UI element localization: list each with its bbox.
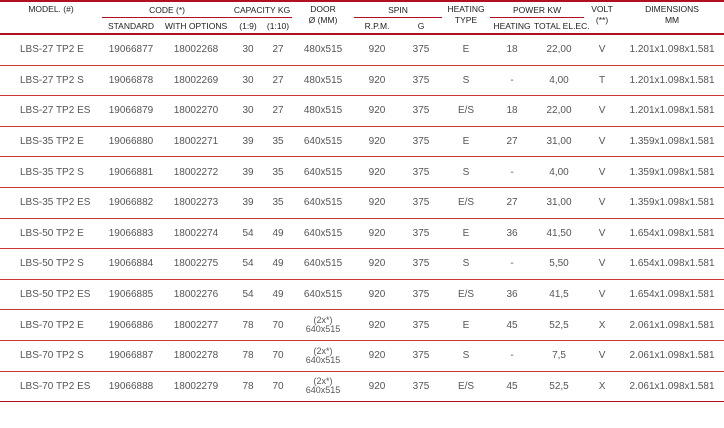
options-code-cell: 18002278 (160, 340, 232, 371)
model-cell: LBS-35 TP2 S (0, 157, 102, 188)
header-row-groups (0, 1, 724, 18)
capacity-110-cell: 35 (264, 157, 292, 188)
rpm-cell: 920 (354, 187, 400, 218)
volt-cell: T (584, 65, 620, 96)
power-total-cell: 41,50 (534, 218, 584, 249)
model-cell: LBS-50 TP2 E (0, 218, 102, 249)
capacity-110-cell: 49 (264, 279, 292, 310)
rpm-cell: 920 (354, 218, 400, 249)
power-total-cell: 4,00 (534, 157, 584, 188)
table-row (0, 65, 724, 96)
header-volt: VOLT (**) (584, 1, 620, 34)
header-cap-110: (1:10) (264, 18, 292, 35)
options-code-cell: 18002276 (160, 279, 232, 310)
volt-cell: V (584, 34, 620, 65)
standard-code-cell: 19066880 (102, 126, 160, 157)
power-heating-cell: 27 (490, 187, 534, 218)
capacity-110-cell: 70 (264, 371, 292, 402)
model-cell: LBS-50 TP2 S (0, 249, 102, 280)
volt-cell: X (584, 371, 620, 402)
volt-cell: V (584, 218, 620, 249)
heating-type-cell: E (442, 218, 490, 249)
capacity-19-cell: 78 (232, 340, 264, 371)
g-cell: 375 (400, 96, 442, 127)
header-door: DOOR Ø (MM) (292, 1, 354, 34)
dimensions-cell: 1.201x1.098x1.581 (620, 34, 724, 65)
g-cell: 375 (400, 187, 442, 218)
header-dimensions: DIMENSIONS MM (620, 1, 724, 34)
capacity-19-cell: 39 (232, 126, 264, 157)
dimensions-cell: 1.654x1.098x1.581 (620, 249, 724, 280)
volt-cell: V (584, 96, 620, 127)
dimensions-cell: 1.359x1.098x1.581 (620, 157, 724, 188)
g-cell: 375 (400, 65, 442, 96)
g-cell: 375 (400, 340, 442, 371)
power-total-cell: 22,00 (534, 96, 584, 127)
door-cell: 640x515 (292, 249, 354, 280)
capacity-110-cell: 27 (264, 96, 292, 127)
table-row (0, 279, 724, 310)
power-heating-cell: 18 (490, 34, 534, 65)
volt-cell: V (584, 340, 620, 371)
options-code-cell: 18002269 (160, 65, 232, 96)
options-code-cell: 18002277 (160, 310, 232, 341)
dimensions-cell: 2.061x1.098x1.581 (620, 371, 724, 402)
heating-type-cell: E/S (442, 371, 490, 402)
power-heating-cell: - (490, 340, 534, 371)
options-code-cell: 18002268 (160, 34, 232, 65)
standard-code-cell: 19066886 (102, 310, 160, 341)
door-cell (292, 340, 354, 371)
heating-type-cell: S (442, 65, 490, 96)
capacity-19-cell: 78 (232, 371, 264, 402)
door-cell: 480x515 (292, 34, 354, 65)
header-power-heating: HEATING (490, 18, 534, 35)
model-cell: LBS-27 TP2 ES (0, 96, 102, 127)
heating-type-cell: S (442, 157, 490, 188)
power-total-cell: 7,5 (534, 340, 584, 371)
g-cell: 375 (400, 34, 442, 65)
power-heating-cell: - (490, 157, 534, 188)
options-code-cell: 18002273 (160, 187, 232, 218)
options-code-cell: 18002279 (160, 371, 232, 402)
heating-type-cell: E (442, 310, 490, 341)
options-code-cell: 18002270 (160, 96, 232, 127)
rpm-cell: 920 (354, 371, 400, 402)
g-cell: 375 (400, 157, 442, 188)
model-cell: LBS-35 TP2 ES (0, 187, 102, 218)
rpm-cell: 920 (354, 65, 400, 96)
capacity-19-cell: 30 (232, 65, 264, 96)
standard-code-cell: 19066884 (102, 249, 160, 280)
rpm-cell: 920 (354, 279, 400, 310)
dimensions-cell: 1.359x1.098x1.581 (620, 187, 724, 218)
capacity-110-cell: 70 (264, 310, 292, 341)
heating-type-cell: E (442, 34, 490, 65)
dimensions-cell: 1.201x1.098x1.581 (620, 65, 724, 96)
power-heating-cell: 36 (490, 218, 534, 249)
header-spin: SPIN (354, 1, 442, 18)
capacity-19-cell: 39 (232, 157, 264, 188)
table-row (0, 187, 724, 218)
options-code-cell: 18002275 (160, 249, 232, 280)
header-with-options: WITH OPTIONS (160, 18, 232, 35)
g-cell: 375 (400, 126, 442, 157)
volt-cell: V (584, 249, 620, 280)
model-cell: LBS-70 TP2 E (0, 310, 102, 341)
standard-code-cell: 19066877 (102, 34, 160, 65)
header-power: POWER KW (490, 1, 584, 18)
power-heating-cell: 45 (490, 371, 534, 402)
capacity-110-cell: 35 (264, 126, 292, 157)
table-row (0, 249, 724, 280)
door-cell: 640x515 (292, 187, 354, 218)
door-cell: 640x515 (292, 279, 354, 310)
capacity-19-cell: 30 (232, 96, 264, 127)
power-heating-cell: - (490, 249, 534, 280)
capacity-19-cell: 54 (232, 279, 264, 310)
header-model: MODEL. (#) (0, 1, 102, 34)
standard-code-cell: 19066881 (102, 157, 160, 188)
door-size: 640x515 (305, 324, 341, 335)
table-row (0, 310, 724, 341)
door-cell: 480x515 (292, 96, 354, 127)
heating-type-cell: E/S (442, 96, 490, 127)
header-capacity: CAPACITY KG (232, 1, 292, 18)
dimensions-cell: 2.061x1.098x1.581 (620, 310, 724, 341)
g-cell: 375 (400, 249, 442, 280)
table-row (0, 157, 724, 188)
door-size: 640x515 (305, 354, 341, 365)
power-total-cell: 31,00 (534, 187, 584, 218)
model-cell: LBS-70 TP2 S (0, 340, 102, 371)
heating-type-cell: E/S (442, 279, 490, 310)
rpm-cell: 920 (354, 34, 400, 65)
power-total-cell: 22,00 (534, 34, 584, 65)
model-cell: LBS-70 TP2 ES (0, 371, 102, 402)
dimensions-cell: 1.654x1.098x1.581 (620, 279, 724, 310)
options-code-cell: 18002271 (160, 126, 232, 157)
heating-type-cell: S (442, 340, 490, 371)
standard-code-cell: 19066888 (102, 371, 160, 402)
standard-code-cell: 19066879 (102, 96, 160, 127)
volt-cell: V (584, 157, 620, 188)
rpm-cell: 920 (354, 96, 400, 127)
capacity-19-cell: 54 (232, 249, 264, 280)
power-total-cell: 4,00 (534, 65, 584, 96)
capacity-19-cell: 54 (232, 218, 264, 249)
door-cell (292, 310, 354, 341)
capacity-19-cell: 39 (232, 187, 264, 218)
standard-code-cell: 19066883 (102, 218, 160, 249)
g-cell: 375 (400, 218, 442, 249)
dimensions-cell: 1.654x1.098x1.581 (620, 218, 724, 249)
table-row (0, 340, 724, 371)
power-heating-cell: - (490, 65, 534, 96)
door-count-note: (2x*) (313, 345, 333, 356)
volt-cell: X (584, 310, 620, 341)
header-code: CODE (*) (102, 1, 232, 18)
table-body (0, 34, 724, 402)
power-total-cell: 31,00 (534, 126, 584, 157)
power-heating-cell: 45 (490, 310, 534, 341)
door-cell: 480x515 (292, 65, 354, 96)
options-code-cell: 18002274 (160, 218, 232, 249)
dimensions-cell: 1.201x1.098x1.581 (620, 96, 724, 127)
power-total-cell: 52,5 (534, 310, 584, 341)
capacity-110-cell: 27 (264, 65, 292, 96)
power-total-cell: 41,5 (534, 279, 584, 310)
rpm-cell: 920 (354, 310, 400, 341)
door-size: 640x515 (305, 385, 341, 396)
standard-code-cell: 19066885 (102, 279, 160, 310)
g-cell: 375 (400, 371, 442, 402)
dimensions-cell: 2.061x1.098x1.581 (620, 340, 724, 371)
power-total-cell: 52,5 (534, 371, 584, 402)
header-cap-19: (1:9) (232, 18, 264, 35)
door-cell: 640x515 (292, 218, 354, 249)
capacity-110-cell: 35 (264, 187, 292, 218)
standard-code-cell: 19066882 (102, 187, 160, 218)
rpm-cell: 920 (354, 249, 400, 280)
power-heating-cell: 27 (490, 126, 534, 157)
power-heating-cell: 18 (490, 96, 534, 127)
rpm-cell: 920 (354, 157, 400, 188)
volt-cell: V (584, 187, 620, 218)
capacity-19-cell: 30 (232, 34, 264, 65)
capacity-110-cell: 49 (264, 218, 292, 249)
header-heating-type: HEATING TYPE (442, 1, 490, 34)
model-cell: LBS-35 TP2 E (0, 126, 102, 157)
table-row (0, 218, 724, 249)
volt-cell: V (584, 126, 620, 157)
table-row (0, 126, 724, 157)
options-code-cell: 18002272 (160, 157, 232, 188)
capacity-19-cell: 78 (232, 310, 264, 341)
table-row (0, 34, 724, 65)
door-count-note: (2x*) (313, 376, 333, 387)
g-cell: 375 (400, 279, 442, 310)
model-cell: LBS-27 TP2 S (0, 65, 102, 96)
power-heating-cell: 36 (490, 279, 534, 310)
standard-code-cell: 19066887 (102, 340, 160, 371)
door-count-note: (2x*) (313, 315, 333, 326)
door-cell (292, 371, 354, 402)
table-row (0, 371, 724, 402)
model-cell: LBS-50 TP2 ES (0, 279, 102, 310)
heating-type-cell: E (442, 126, 490, 157)
volt-cell: V (584, 279, 620, 310)
capacity-110-cell: 70 (264, 340, 292, 371)
header-total-elec: TOTAL EL.EC. (534, 18, 584, 35)
capacity-110-cell: 27 (264, 34, 292, 65)
dimensions-cell: 1.359x1.098x1.581 (620, 126, 724, 157)
header-rpm: R.P.M. (354, 18, 400, 35)
model-cell: LBS-27 TP2 E (0, 34, 102, 65)
table-row (0, 96, 724, 127)
heating-type-cell: E/S (442, 187, 490, 218)
standard-code-cell: 19066878 (102, 65, 160, 96)
rpm-cell: 920 (354, 126, 400, 157)
header-standard: STANDARD (102, 18, 160, 35)
rpm-cell: 920 (354, 340, 400, 371)
door-cell: 640x515 (292, 157, 354, 188)
g-cell: 375 (400, 310, 442, 341)
door-cell: 640x515 (292, 126, 354, 157)
capacity-110-cell: 49 (264, 249, 292, 280)
header-g: G (400, 18, 442, 35)
power-total-cell: 5,50 (534, 249, 584, 280)
heating-type-cell: S (442, 249, 490, 280)
